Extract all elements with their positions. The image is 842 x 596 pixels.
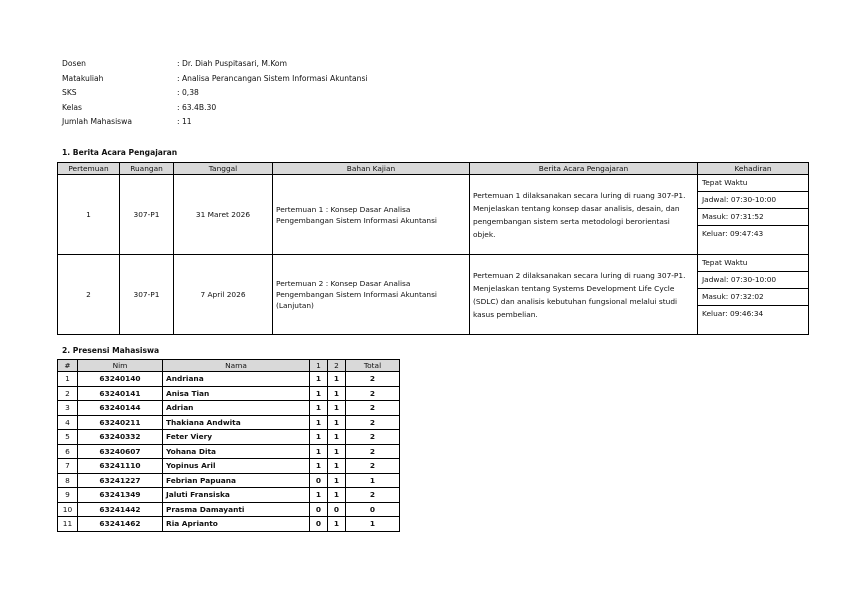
row-number-cell: 8 [58,473,78,488]
table-row [58,175,809,255]
info-value: : 63.4B.30 [177,102,217,112]
meeting-1-cell: 1 [310,444,328,459]
total-cell: 2 [346,415,400,430]
presensi-header-row [58,360,400,372]
kehadiran-item: Tepat Waktu [698,175,808,192]
table-row [58,430,400,445]
meeting-2-cell: 1 [328,517,346,532]
table-row [58,473,400,488]
ruangan-cell: 307-P1 [120,175,174,255]
pertemuan-cell: 2 [58,255,120,335]
total-cell: 2 [346,372,400,387]
meeting-1-cell: 0 [310,517,328,532]
row-number-cell: 10 [58,502,78,517]
total-cell: 0 [346,502,400,517]
total-cell: 1 [346,473,400,488]
nama-cell: Ria Aprianto [163,517,310,532]
column-header: Tanggal [174,163,273,175]
column-header: Nama [163,360,310,372]
meeting-2-cell: 1 [328,430,346,445]
row-number-cell: 9 [58,488,78,503]
info-value: : Analisa Perancangan Sistem Informasi Akuntansi [177,73,368,83]
column-header: # [58,360,78,372]
ruangan-cell: 307-P1 [120,255,174,335]
meeting-2-cell: 1 [328,444,346,459]
meeting-1-cell: 0 [310,473,328,488]
info-label: SKS [62,88,77,97]
tanggal-cell: 7 April 2026 [174,255,273,335]
nim-cell: 63240140 [78,372,163,387]
info-label: Dosen [62,59,86,68]
bahan-kajian-cell: Pertemuan 1 : Konsep Dasar Analisa Pengembangan Sistem Informasi Akuntansi [273,175,470,255]
bahan-kajian-cell: Pertemuan 2 : Konsep Dasar Analisa Pengembangan Sistem Informasi Akuntansi (Lanjutan) [273,255,470,335]
table-row [58,444,400,459]
table-row [58,372,400,387]
meeting-2-cell: 1 [328,386,346,401]
pertemuan-cell: 1 [58,175,120,255]
nama-cell: Andriana [163,372,310,387]
row-number-cell: 6 [58,444,78,459]
nama-cell: Adrian [163,401,310,416]
nama-cell: Jaluti Fransiska [163,488,310,503]
meeting-2-cell: 1 [328,401,346,416]
nama-cell: Prasma Damayanti [163,502,310,517]
row-number-cell: 4 [58,415,78,430]
kehadiran-item: Keluar: 09:46:34 [702,309,764,318]
nama-cell: Feter Viery [163,430,310,445]
table-row [58,401,400,416]
row-number-cell: 11 [58,517,78,532]
column-header: Nim [78,360,163,372]
kehadiran-item: Masuk: 07:32:02 [698,289,808,306]
meeting-1-cell: 1 [310,488,328,503]
kehadiran-item: Jadwal: 07:30-10:00 [698,272,808,289]
nama-cell: Thakiana Andwita [163,415,310,430]
column-header: 2 [328,360,346,372]
meeting-2-cell: 1 [328,415,346,430]
berita-acara-cell: Pertemuan 1 dilaksanakan secara luring di ruang 307-P1. Menjelaskan tentang konsep dasar analisis, desain, dan pengembangan sistem serta metodologi berorientasi objek. [470,175,698,255]
row-number-cell: 2 [58,386,78,401]
table-row [58,255,809,335]
tanggal-cell: 31 Maret 2026 [174,175,273,255]
meeting-2-cell: 1 [328,459,346,474]
kehadiran-list [698,175,808,242]
total-cell: 2 [346,444,400,459]
meeting-1-cell: 1 [310,430,328,445]
nim-cell: 63240141 [78,386,163,401]
column-header: Bahan Kajian [273,163,470,175]
meeting-2-cell: 1 [328,473,346,488]
info-label: Matakuliah [62,73,104,83]
total-cell: 2 [346,386,400,401]
nama-cell: Anisa Tian [163,386,310,401]
row-number-cell: 1 [58,372,78,387]
column-header: Pertemuan [58,163,120,175]
nama-cell: Febrian Papuana [163,473,310,488]
row-number-cell: 3 [58,401,78,416]
meeting-1-cell: 1 [310,401,328,416]
table-row [58,517,400,532]
nim-cell: 63240211 [78,415,163,430]
nim-cell: 63240332 [78,430,163,445]
row-number-cell: 7 [58,459,78,474]
column-header: Berita Acara Pengajaran [470,163,698,175]
presensi-table [57,359,400,532]
berita-acara-table [57,162,809,335]
table-row [58,502,400,517]
nim-cell: 63240144 [78,401,163,416]
info-label: Jumlah Mahasiswa [62,117,132,126]
column-header: Ruangan [120,163,174,175]
meeting-2-cell: 1 [328,372,346,387]
nim-cell: 63241349 [78,488,163,503]
meeting-1-cell: 1 [310,386,328,401]
meeting-1-cell: 1 [310,372,328,387]
section-title-berita-acara: 1. Berita Acara Pengajaran [62,148,178,157]
total-cell: 1 [346,517,400,532]
berita-acara-cell: Pertemuan 2 dilaksanakan secara luring di ruang 307-P1. Menjelaskan tentang Systems Development Life Cycle (SDLC) dan analisis kebutuhan fungsional melalui studi kasus pembelian. [470,255,698,335]
info-value: : 0,38 [177,88,199,97]
total-cell: 2 [346,459,400,474]
table-row [58,386,400,401]
column-header: Total [346,360,400,372]
nim-cell: 63241442 [78,502,163,517]
nim-cell: 63241227 [78,473,163,488]
info-value: : 11 [177,117,192,126]
nama-cell: Yopinus Aril [163,459,310,474]
kehadiran-item: Jadwal: 07:30-10:00 [698,192,808,209]
kehadiran-item: Masuk: 07:31:52 [698,209,808,226]
column-header: Kehadiran [698,163,809,175]
table-row [58,415,400,430]
meeting-1-cell: 1 [310,459,328,474]
total-cell: 2 [346,488,400,503]
berita-acara-header-row [58,163,809,175]
nama-cell: Yohana Dita [163,444,310,459]
column-header: 1 [310,360,328,372]
table-row [58,459,400,474]
nim-cell: 63240607 [78,444,163,459]
kehadiran-item: Keluar: 09:47:43 [702,229,764,238]
meeting-1-cell: 0 [310,502,328,517]
kehadiran-list [698,255,808,322]
kehadiran-cell [698,175,809,255]
kehadiran-item: Tepat Waktu [698,255,808,272]
meeting-1-cell: 1 [310,415,328,430]
nim-cell: 63241462 [78,517,163,532]
meeting-2-cell: 0 [328,502,346,517]
row-number-cell: 5 [58,430,78,445]
kehadiran-cell [698,255,809,335]
info-value: : Dr. Diah Puspitasari, M.Kom [177,59,287,68]
section-title-presensi: 2. Presensi Mahasiswa [62,346,160,355]
meeting-2-cell: 1 [328,488,346,503]
total-cell: 2 [346,430,400,445]
table-row [58,488,400,503]
nim-cell: 63241110 [78,459,163,474]
total-cell: 2 [346,401,400,416]
info-label: Kelas [62,102,82,112]
